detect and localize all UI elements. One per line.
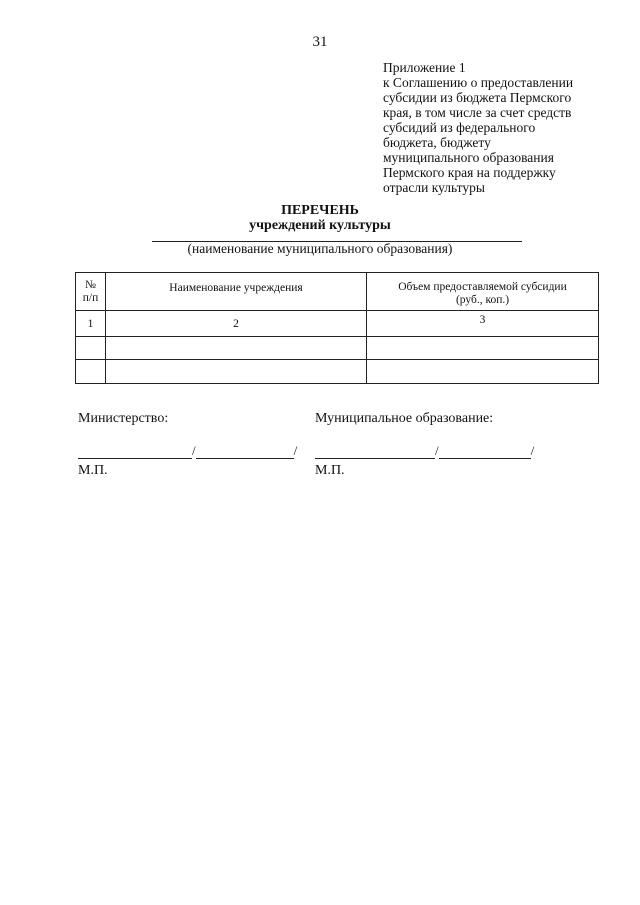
name-blank — [439, 446, 531, 459]
table-cell — [76, 360, 106, 384]
appendix-line: муниципального образования — [383, 150, 554, 165]
ministry-signature — [78, 411, 297, 479]
page-number: 31 — [312, 34, 328, 50]
table-cell — [367, 337, 599, 360]
signature-blank — [315, 446, 435, 459]
signature-separator: / — [293, 443, 298, 458]
name-blank — [196, 446, 294, 459]
municipality-signature — [315, 411, 534, 479]
municipality-caption: (наименование муниципального образования) — [187, 241, 453, 256]
table-row — [76, 360, 599, 384]
index-cell: 1 — [76, 311, 106, 337]
municipality-signature-line — [315, 443, 534, 459]
appendix-line: к Соглашению о предоставлении — [383, 75, 574, 90]
index-cell: 3 — [367, 311, 599, 337]
ministry-seal: М.П. — [78, 463, 108, 478]
ministry-label: Министерство: — [78, 411, 169, 426]
table-header-row — [76, 273, 599, 311]
header-amount: Объем предоставляемой субсидии (руб., коп.) — [367, 273, 599, 311]
institutions-table — [75, 272, 599, 384]
appendix-line: субсидии из бюджета Пермского — [383, 90, 572, 105]
document-title — [0, 203, 640, 233]
appendix-line: бюджета, бюджету — [383, 135, 491, 150]
table-cell — [367, 360, 599, 384]
table-index-row — [76, 311, 599, 337]
title-line-2: учреждений культуры — [249, 218, 391, 233]
ministry-signature-line — [78, 443, 297, 459]
header-name: Наименование учреждения — [106, 273, 367, 311]
title-line-1: ПЕРЕЧЕНЬ — [281, 203, 359, 218]
appendix-line: субсидий из федерального — [383, 120, 536, 135]
appendix-line: отрасли культуры — [383, 180, 485, 195]
municipality-seal: М.П. — [315, 463, 345, 478]
index-cell: 2 — [106, 311, 367, 337]
signature-separator: / — [192, 443, 196, 458]
signature-separator: / — [435, 443, 439, 458]
table-cell — [106, 360, 367, 384]
municipality-label: Муниципальное образование: — [315, 411, 494, 426]
appendix-line: Пермского края на поддержку — [383, 165, 556, 180]
appendix-block — [383, 60, 623, 195]
table-cell — [76, 337, 106, 360]
signature-separator: / — [530, 443, 535, 458]
table-cell — [106, 337, 367, 360]
table-row — [76, 337, 599, 360]
appendix-line: края, в том числе за счет средств — [383, 105, 572, 120]
signature-blank — [78, 446, 192, 459]
header-num: № п/п — [76, 273, 106, 311]
appendix-line: Приложение 1 — [383, 60, 466, 75]
